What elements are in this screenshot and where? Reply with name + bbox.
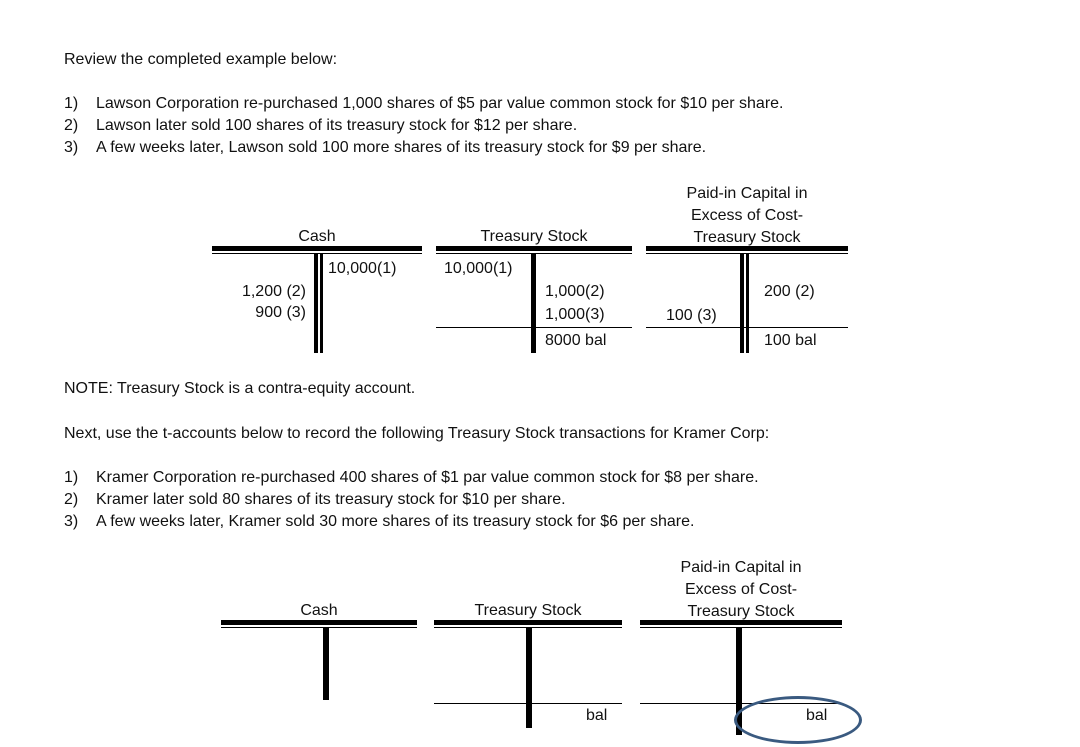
t-account-entry-area[interactable] [526, 627, 532, 728]
list-item-number: 3) [64, 513, 79, 530]
list-item-text: Lawson later sold 100 shares of its treasury stock for $12 per share. [96, 117, 578, 134]
note-text: NOTE: Treasury Stock is a contra-equity account. [64, 380, 416, 397]
balance-label: bal [586, 707, 608, 724]
debit-entry: 1,200 (2) [241, 283, 306, 300]
list-item-number: 1) [64, 95, 79, 112]
debit-entry: 10,000(1) [444, 260, 513, 277]
list-item-number: 1) [64, 469, 79, 486]
list-item-text: Kramer later sold 80 shares of its treasury stock for $10 per share. [96, 491, 566, 508]
balance-label: bal [806, 707, 828, 724]
t-account-title-line: Paid-in Capital in [680, 559, 802, 576]
credit-entry: 1,000(2) [545, 283, 605, 300]
list-item-text: Kramer Corporation re-purchased 400 shares of $1 par value common stock for $8 per share. [96, 469, 759, 486]
t-account-title: Treasury Stock [480, 228, 588, 245]
balance-entry: 8000 bal [545, 332, 607, 349]
t-account-title-line: Treasury Stock [687, 603, 795, 620]
list-item-text: A few weeks later, Lawson sold 100 more shares of its treasury stock for $9 per share. [96, 139, 707, 156]
debit-entry: 900 (3) [255, 304, 306, 321]
t-account-title: Cash [298, 228, 336, 245]
highlight-oval [734, 696, 862, 744]
debit-entry: 100 (3) [666, 307, 717, 324]
t-account-title-line: Paid-in Capital in [686, 185, 808, 202]
list-item-number: 2) [64, 491, 79, 508]
t-account-title: Treasury Stock [474, 602, 582, 619]
t-account-title-line: Excess of Cost- [684, 581, 798, 598]
credit-entry: 200 (2) [764, 283, 815, 300]
t-account-title-line: Treasury Stock [693, 229, 801, 246]
intro-text: Review the completed example below: [64, 51, 338, 68]
t-account-title: Cash [300, 602, 338, 619]
list-item-text: Lawson Corporation re-purchased 1,000 shares of $5 par value common stock for $10 per share. [96, 95, 784, 112]
t-account-title-line: Excess of Cost- [690, 207, 804, 224]
list-item-number: 3) [64, 139, 79, 156]
credit-entry: 1,000(3) [545, 306, 605, 323]
balance-entry: 100 bal [764, 332, 817, 349]
list-item-text: A few weeks later, Kramer sold 30 more shares of its treasury stock for $6 per share. [96, 513, 695, 530]
instruction-text: Next, use the t-accounts below to record the following Treasury Stock transactions for Kramer Corp: [64, 425, 770, 442]
t-account-entry-area[interactable] [323, 627, 329, 700]
list-item-number: 2) [64, 117, 79, 134]
credit-entry: 10,000(1) [328, 260, 397, 277]
